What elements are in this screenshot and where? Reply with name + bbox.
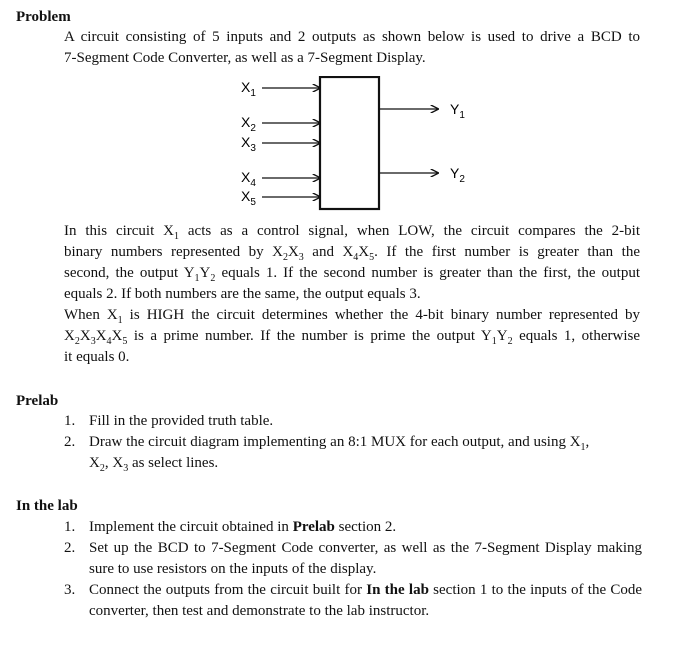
input-label-x2: $X_2$ [241, 114, 256, 134]
list-item-number: 1. [64, 519, 76, 535]
description-line: it equals 0. [64, 349, 130, 365]
input-label-x4: $X_4$ [241, 169, 256, 189]
problem-description [64, 221, 640, 368]
list-item [64, 517, 642, 538]
circuit-block [320, 77, 379, 209]
description-line: When $X_1$ is HIGH the circuit determines whether the 4-bit binary number represented by [64, 307, 640, 326]
list-item-text: Fill in the provided truth table. [89, 413, 274, 429]
input-label-x1: $X_1$ [241, 79, 256, 99]
output-label-y1: $Y_1$ [450, 101, 465, 121]
inlab-heading: In the lab [16, 498, 78, 514]
list-item [64, 411, 642, 432]
description-line: binary numbers represented by $X_2X_3$ and $X_4X_5$. If the first number is greater than the [64, 244, 640, 263]
list-item [64, 580, 642, 622]
problem-heading: Problem [16, 9, 71, 25]
prelab-heading: Prelab [16, 393, 59, 409]
list-item-text: Draw the circuit diagram implementing an 8:1 MUX for each output, and using $X_1$, $X_2$, $X_3$ as select lines. [89, 434, 590, 474]
circuit-block-diagram [236, 76, 466, 211]
description-line: equals 2. If both numbers are the same, the output equals 3. [64, 286, 421, 302]
inlab-list [64, 517, 642, 622]
list-item-number: 3. [64, 582, 76, 598]
list-item-text: Set up the BCD to 7-Segment Code converter, as well as the 7-Segment Display making sure to use resistors on the inputs of the display. [89, 540, 642, 577]
description-line: $X_2X_3X_4X_5$ is a prime number. If the number is prime the output $Y_1Y_2$ equals 1, otherwise [64, 328, 640, 347]
list-item-number: 1. [64, 413, 76, 429]
problem-intro [64, 27, 640, 69]
output-label-y2: $Y_2$ [450, 165, 465, 185]
list-item [64, 432, 642, 474]
list-item [64, 538, 642, 580]
intro-line: 7-Segment Code Converter, as well as a 7-Segment Display. [64, 50, 426, 66]
prelab-list [64, 411, 642, 474]
list-item-number: 2. [64, 540, 76, 556]
input-label-x5: $X_5$ [241, 188, 256, 208]
list-item-text: Connect the outputs from the circuit built for In the lab section 1 to the inputs of the Code converter, then test and demonstrate to the lab instructor. [89, 582, 643, 619]
description-line: In this circuit $X_1$ acts as a control signal, when LOW, the circuit compares the 2-bit [64, 223, 640, 242]
description-line: second, the output $Y_1Y_2$ equals 1. If the second number is greater than the first, the output [64, 265, 640, 284]
input-label-x3: $X_3$ [241, 134, 256, 154]
list-item-text: Implement the circuit obtained in Prelab section 2. [89, 519, 397, 535]
intro-line: A circuit consisting of 5 inputs and 2 outputs as shown below is used to drive a BCD to [64, 29, 640, 45]
list-item-number: 2. [64, 434, 76, 450]
